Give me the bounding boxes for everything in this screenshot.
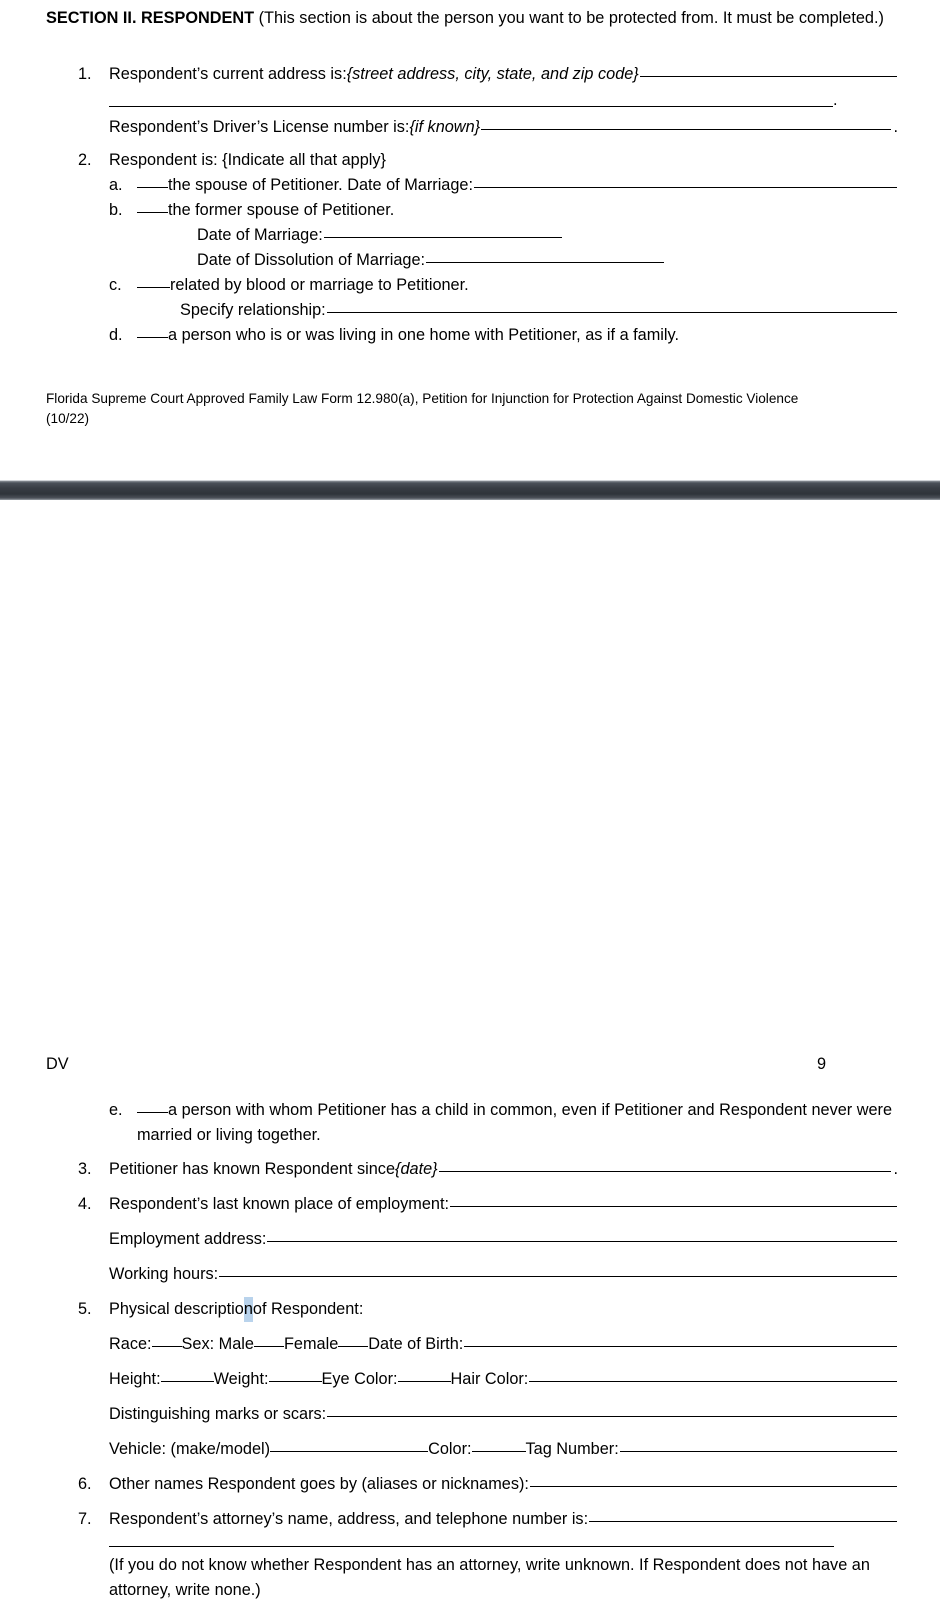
list-item-7 bbox=[78, 1507, 898, 1532]
page-1-footer: Florida Supreme Court Approved Family Law Form 12.980(a), Petition for Injunction for Protection Against Domestic Violence (10/22) bbox=[46, 391, 799, 426]
list-marker-2: 2. bbox=[78, 151, 92, 169]
sex-male-label: Sex: Male bbox=[181, 1335, 254, 1353]
attorney-note: (If you do not know whether Respondent has an attorney, write unknown. If Respondent does not have an attorney, write none.) bbox=[109, 1556, 870, 1599]
list-item-7-content bbox=[109, 1507, 898, 1532]
list-item-2d-content bbox=[137, 323, 898, 348]
list-item-2c-label: related by blood or marriage to Petitioner. bbox=[170, 276, 469, 294]
list-marker-2e: e. bbox=[109, 1101, 123, 1119]
list-marker-2b: b. bbox=[109, 201, 123, 219]
list-item-3-content bbox=[109, 1157, 898, 1182]
list-item-4 bbox=[78, 1192, 898, 1217]
item-3-period: . bbox=[893, 1160, 898, 1178]
employment-address-label: Employment address: bbox=[109, 1230, 267, 1248]
running-header-label: DV bbox=[46, 1055, 69, 1073]
list-marker-6: 6. bbox=[78, 1475, 92, 1493]
working-hours-content bbox=[109, 1262, 898, 1287]
distinguishing-marks-fill-line[interactable] bbox=[327, 1416, 897, 1417]
employment-address-content bbox=[109, 1227, 898, 1252]
eye-color-fill-blank[interactable] bbox=[398, 1381, 451, 1382]
height-label: Height: bbox=[109, 1370, 161, 1388]
drivers-license-period: . bbox=[893, 118, 898, 136]
list-item-2d bbox=[109, 323, 898, 348]
checkbox-blank-2b[interactable] bbox=[137, 212, 168, 213]
height-weight-eye-hair-content bbox=[109, 1367, 898, 1392]
employment-address-row bbox=[109, 1227, 898, 1252]
date-of-dissolution-content bbox=[197, 248, 665, 273]
hair-color-fill-line[interactable] bbox=[529, 1381, 897, 1382]
specify-relationship-label: Specify relationship: bbox=[180, 301, 326, 319]
date-of-dissolution-label: Date of Dissolution of Marriage: bbox=[197, 251, 426, 269]
working-hours-fill-line[interactable] bbox=[219, 1276, 897, 1277]
list-item-2a-label: the spouse of Petitioner. Date of Marriage: bbox=[168, 176, 473, 194]
vehicle-label: Vehicle: (make/model) bbox=[109, 1440, 271, 1458]
date-of-marriage-fill-line-a[interactable] bbox=[474, 187, 897, 188]
height-fill-blank[interactable] bbox=[161, 1381, 214, 1382]
list-item-2b-content bbox=[137, 198, 898, 223]
list-item-4-content bbox=[109, 1192, 898, 1217]
employment-place-fill-line[interactable] bbox=[450, 1206, 897, 1207]
list-item-2e-content bbox=[137, 1098, 898, 1147]
address-end-period: . bbox=[833, 91, 838, 109]
list-marker-7: 7. bbox=[78, 1510, 92, 1528]
page-2-running-header bbox=[46, 1052, 894, 1077]
known-since-fill-line[interactable] bbox=[439, 1171, 892, 1172]
date-of-marriage-fill-line[interactable] bbox=[324, 237, 562, 238]
list-item-3 bbox=[78, 1157, 898, 1182]
date-of-marriage-row bbox=[197, 223, 563, 248]
list-item-2e-label: a person with whom Petitioner has a child in common, even if Petitioner and Respondent never were married or living together. bbox=[137, 1101, 893, 1144]
list-item-5-content bbox=[109, 1297, 898, 1322]
list-marker-2d: d. bbox=[109, 326, 123, 344]
item-5-label-after: of Respondent: bbox=[252, 1300, 364, 1318]
female-label: Female bbox=[283, 1335, 339, 1353]
list-item-2b-label: the former spouse of Petitioner. bbox=[168, 201, 395, 219]
specify-relationship-content bbox=[180, 298, 898, 323]
date-of-birth-label: Date of Birth: bbox=[368, 1335, 464, 1353]
vehicle-color-label: Color: bbox=[428, 1440, 472, 1458]
working-hours-label: Working hours: bbox=[109, 1265, 219, 1283]
list-item-2c bbox=[109, 273, 898, 298]
height-weight-eye-hair-row bbox=[109, 1367, 898, 1392]
specify-relationship-fill-line[interactable] bbox=[327, 312, 897, 313]
list-item-2d-label: a person who is or was living in one home with Petitioner, as if a family. bbox=[168, 326, 679, 344]
list-item-2b bbox=[109, 198, 898, 223]
date-of-birth-fill-line[interactable] bbox=[464, 1346, 897, 1347]
eye-color-label: Eye Color: bbox=[321, 1370, 398, 1388]
address-fill-line-2[interactable] bbox=[109, 106, 833, 107]
list-item-6-content bbox=[109, 1472, 898, 1497]
date-of-marriage-label: Date of Marriage: bbox=[197, 226, 323, 244]
list-marker-5: 5. bbox=[78, 1300, 92, 1318]
list-item-1-content bbox=[109, 62, 898, 87]
section-heading-rest: (This section is about the person you want to be protected from. It must be completed.) bbox=[254, 9, 884, 27]
date-of-dissolution-fill-line[interactable] bbox=[426, 262, 664, 263]
list-marker-4: 4. bbox=[78, 1195, 92, 1213]
drivers-license-label: Respondent’s Driver’s License number is: bbox=[109, 118, 410, 136]
list-marker-2c: c. bbox=[109, 276, 122, 294]
distinguishing-marks-label: Distinguishing marks or scars: bbox=[109, 1405, 327, 1423]
section-heading-bold: SECTION II. RESPONDENT bbox=[46, 9, 255, 27]
list-item-2-label: Respondent is: {Indicate all that apply} bbox=[109, 151, 386, 169]
section-heading bbox=[46, 6, 898, 31]
distinguishing-marks-content bbox=[109, 1402, 898, 1427]
list-item-2a bbox=[109, 173, 898, 198]
list-marker-1: 1. bbox=[78, 65, 92, 83]
drivers-license-hint: {if known} bbox=[409, 118, 481, 136]
aliases-fill-line[interactable] bbox=[530, 1486, 897, 1487]
tag-number-label: Tag Number: bbox=[525, 1440, 619, 1458]
date-of-dissolution-row bbox=[197, 248, 665, 273]
vehicle-row bbox=[109, 1437, 898, 1462]
item-1-hint: {street address, city, state, and zip code} bbox=[346, 65, 639, 83]
race-sex-dob-row bbox=[109, 1332, 898, 1357]
tag-number-fill-line[interactable] bbox=[620, 1451, 897, 1452]
address-fill-line-1[interactable] bbox=[640, 76, 897, 77]
weight-label: Weight: bbox=[213, 1370, 269, 1388]
list-item-2c-content bbox=[137, 273, 898, 298]
list-item-2e bbox=[109, 1098, 898, 1147]
item-6-label: Other names Respondent goes by (aliases or nicknames): bbox=[109, 1475, 529, 1493]
drivers-license-content bbox=[109, 115, 898, 140]
item-4-label: Respondent’s last known place of employment: bbox=[109, 1195, 449, 1213]
weight-fill-blank[interactable] bbox=[269, 1381, 322, 1382]
hair-color-label: Hair Color: bbox=[450, 1370, 529, 1388]
checkbox-blank-2e[interactable] bbox=[137, 1112, 168, 1113]
list-item-2 bbox=[78, 148, 898, 173]
list-item-6 bbox=[78, 1472, 898, 1497]
attorney-fill-line-2[interactable] bbox=[109, 1546, 834, 1547]
vehicle-fill-blank[interactable] bbox=[270, 1451, 428, 1452]
selected-text-highlight: n bbox=[244, 1297, 253, 1322]
list-marker-3: 3. bbox=[78, 1160, 92, 1178]
race-label: Race: bbox=[109, 1335, 152, 1353]
female-fill-blank[interactable] bbox=[338, 1346, 368, 1347]
vehicle-content bbox=[109, 1437, 898, 1462]
vehicle-color-fill-blank[interactable] bbox=[472, 1451, 526, 1452]
item-3-hint: {date} bbox=[395, 1160, 438, 1178]
list-item-2a-content bbox=[137, 173, 898, 198]
race-fill-blank[interactable] bbox=[152, 1346, 182, 1347]
specify-relationship-row bbox=[180, 298, 898, 323]
employment-address-fill-line[interactable] bbox=[267, 1241, 897, 1242]
attorney-fill-line-1[interactable] bbox=[589, 1521, 897, 1522]
item-1-label: Respondent’s current address is: bbox=[109, 65, 347, 83]
list-marker-2a: a. bbox=[109, 176, 123, 194]
page-separator-bar bbox=[0, 480, 940, 500]
checkbox-blank-2d[interactable] bbox=[137, 337, 168, 338]
item-7-label: Respondent’s attorney’s name, address, and telephone number is: bbox=[109, 1510, 589, 1528]
drivers-license-fill-line[interactable] bbox=[481, 129, 891, 130]
date-of-marriage-content bbox=[197, 223, 563, 248]
distinguishing-marks-row bbox=[109, 1402, 898, 1427]
checkbox-blank-2a[interactable] bbox=[137, 187, 168, 188]
working-hours-row bbox=[109, 1262, 898, 1287]
document-page-1 bbox=[0, 0, 940, 480]
item-3-label: Petitioner has known Respondent since bbox=[109, 1160, 396, 1178]
list-item-1 bbox=[78, 62, 898, 87]
checkbox-blank-2c[interactable] bbox=[137, 287, 170, 288]
male-fill-blank[interactable] bbox=[254, 1346, 284, 1347]
drivers-license-row bbox=[109, 115, 898, 140]
item-5-label-before: Physical descriptio bbox=[109, 1300, 244, 1318]
page-number: 9 bbox=[816, 1055, 826, 1073]
race-sex-dob-content bbox=[109, 1332, 898, 1357]
list-item-5 bbox=[78, 1297, 898, 1322]
